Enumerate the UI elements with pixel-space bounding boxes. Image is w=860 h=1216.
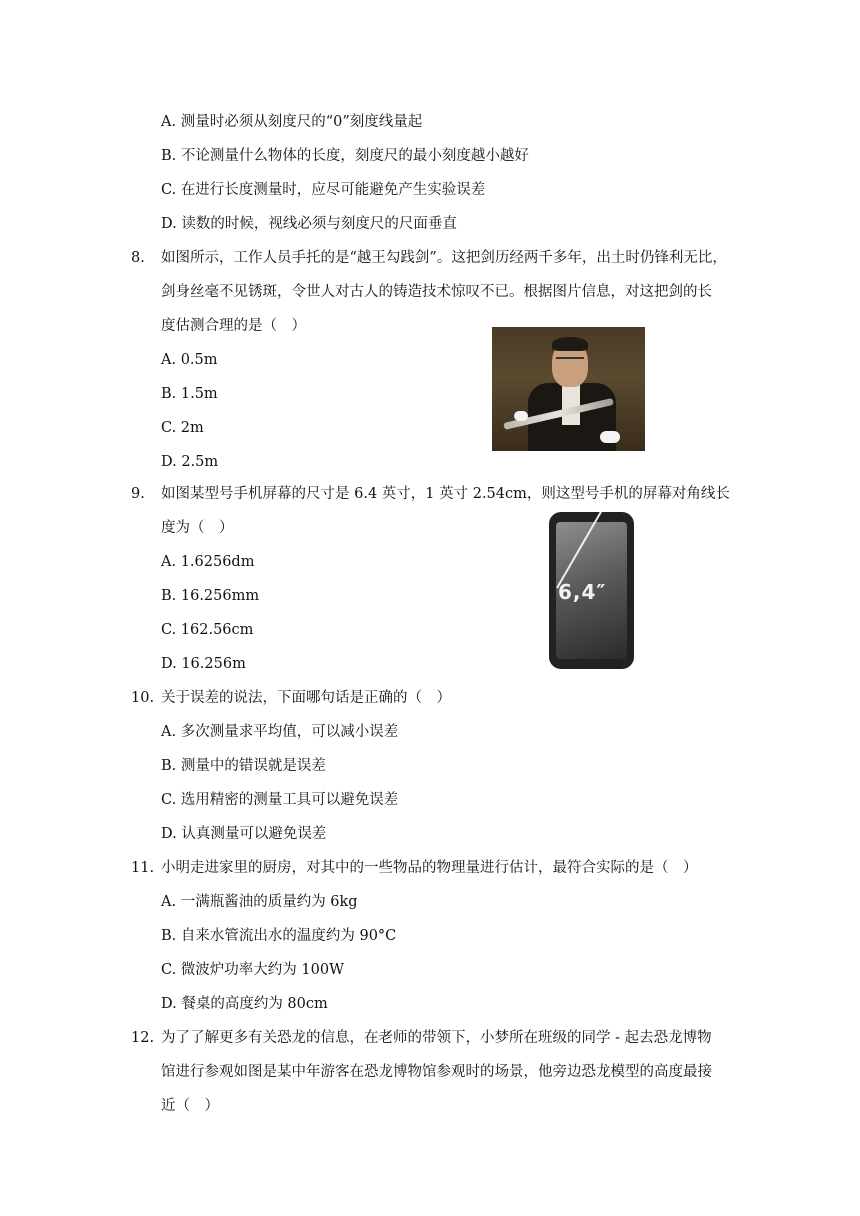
q7-option-a: A. 测量时必须从刻度尺的“0”刻度线量起 xyxy=(161,114,423,130)
screen-size-label: 6,4″ xyxy=(558,580,607,604)
phone-photo xyxy=(549,512,634,669)
q8-option-c: C. 2m xyxy=(161,420,204,436)
q10-option-c: C. 选用精密的测量工具可以避免误差 xyxy=(161,792,399,808)
white-glove-right xyxy=(600,431,620,443)
q8-option-a: A. 0.5m xyxy=(161,352,218,368)
sword-photo xyxy=(492,327,645,451)
q12-stem-line-1: 为了了解更多有关恐龙的信息，在老师的带领下，小梦所在班级的同学 - 起去恐龙博物 xyxy=(161,1030,712,1046)
q11-number: 11. xyxy=(131,860,155,876)
q8-option-d: D. 2.5m xyxy=(161,454,219,470)
q7-option-c: C. 在进行长度测量时，应尽可能避免产生实验误差 xyxy=(161,182,486,198)
q12-stem-line-3: 近（ ） xyxy=(161,1098,219,1114)
q10-number: 10. xyxy=(131,690,155,706)
q12-number: 12. xyxy=(131,1030,155,1046)
q11-stem-line-1: 小明走进家里的厨房，对其中的一些物品的物理量进行估计，最符合实际的是（ ） xyxy=(161,860,698,876)
q8-stem-line-3: 度估测合理的是（ ） xyxy=(161,318,306,334)
person-glasses xyxy=(556,357,584,365)
q11-option-d: D. 餐桌的高度约为 80cm xyxy=(161,996,328,1012)
q10-option-a: A. 多次测量求平均值，可以减小误差 xyxy=(161,724,399,740)
q11-option-a: A. 一满瓶酱油的质量约为 6kg xyxy=(161,894,358,910)
q7-option-b: B. 不论测量什么物体的长度，刻度尺的最小刻度越小越好 xyxy=(161,148,529,164)
q7-option-d: D. 读数的时候，视线必须与刻度尺的尺面垂直 xyxy=(161,216,457,232)
q8-stem-line-2: 剑身丝毫不见锈斑，令世人对古人的铸造技术惊叹不已。根据图片信息，对这把剑的长 xyxy=(161,284,712,300)
q11-option-b: B. 自来水管流出水的温度约为 90°C xyxy=(161,928,397,944)
q9-stem-line-1: 如图某型号手机屏幕的尺寸是 6.4 英寸，1 英寸 2.54cm，则这型号手机的屏幕对角线长 xyxy=(161,486,730,502)
white-glove-left xyxy=(514,411,528,421)
q9-number: 9. xyxy=(131,486,145,502)
q12-stem-line-2: 馆进行参观如图是某中年游客在恐龙博物馆参观时的场景，他旁边恐龙模型的高度最接 xyxy=(161,1064,712,1080)
q9-stem-line-2: 度为（ ） xyxy=(161,520,234,536)
q11-option-c: C. 微波炉功率大约为 100W xyxy=(161,962,344,978)
q9-option-d: D. 16.256m xyxy=(161,656,246,672)
q9-option-b: B. 16.256mm xyxy=(161,588,260,604)
q8-stem-line-1: 如图所示，工作人员手托的是“越王勾践剑”。这把剑历经两千多年，出土时仍锋利无比， xyxy=(161,250,727,266)
q8-option-b: B. 1.5m xyxy=(161,386,218,402)
q10-option-d: D. 认真测量可以避免误差 xyxy=(161,826,327,842)
person-hair xyxy=(552,337,588,351)
q9-option-c: C. 162.56cm xyxy=(161,622,254,638)
q8-number: 8. xyxy=(131,250,145,266)
q10-stem-line-1: 关于误差的说法，下面哪句话是正确的（ ） xyxy=(161,690,451,706)
q9-option-a: A. 1.6256dm xyxy=(161,554,255,570)
q10-option-b: B. 测量中的错误就是误差 xyxy=(161,758,326,774)
